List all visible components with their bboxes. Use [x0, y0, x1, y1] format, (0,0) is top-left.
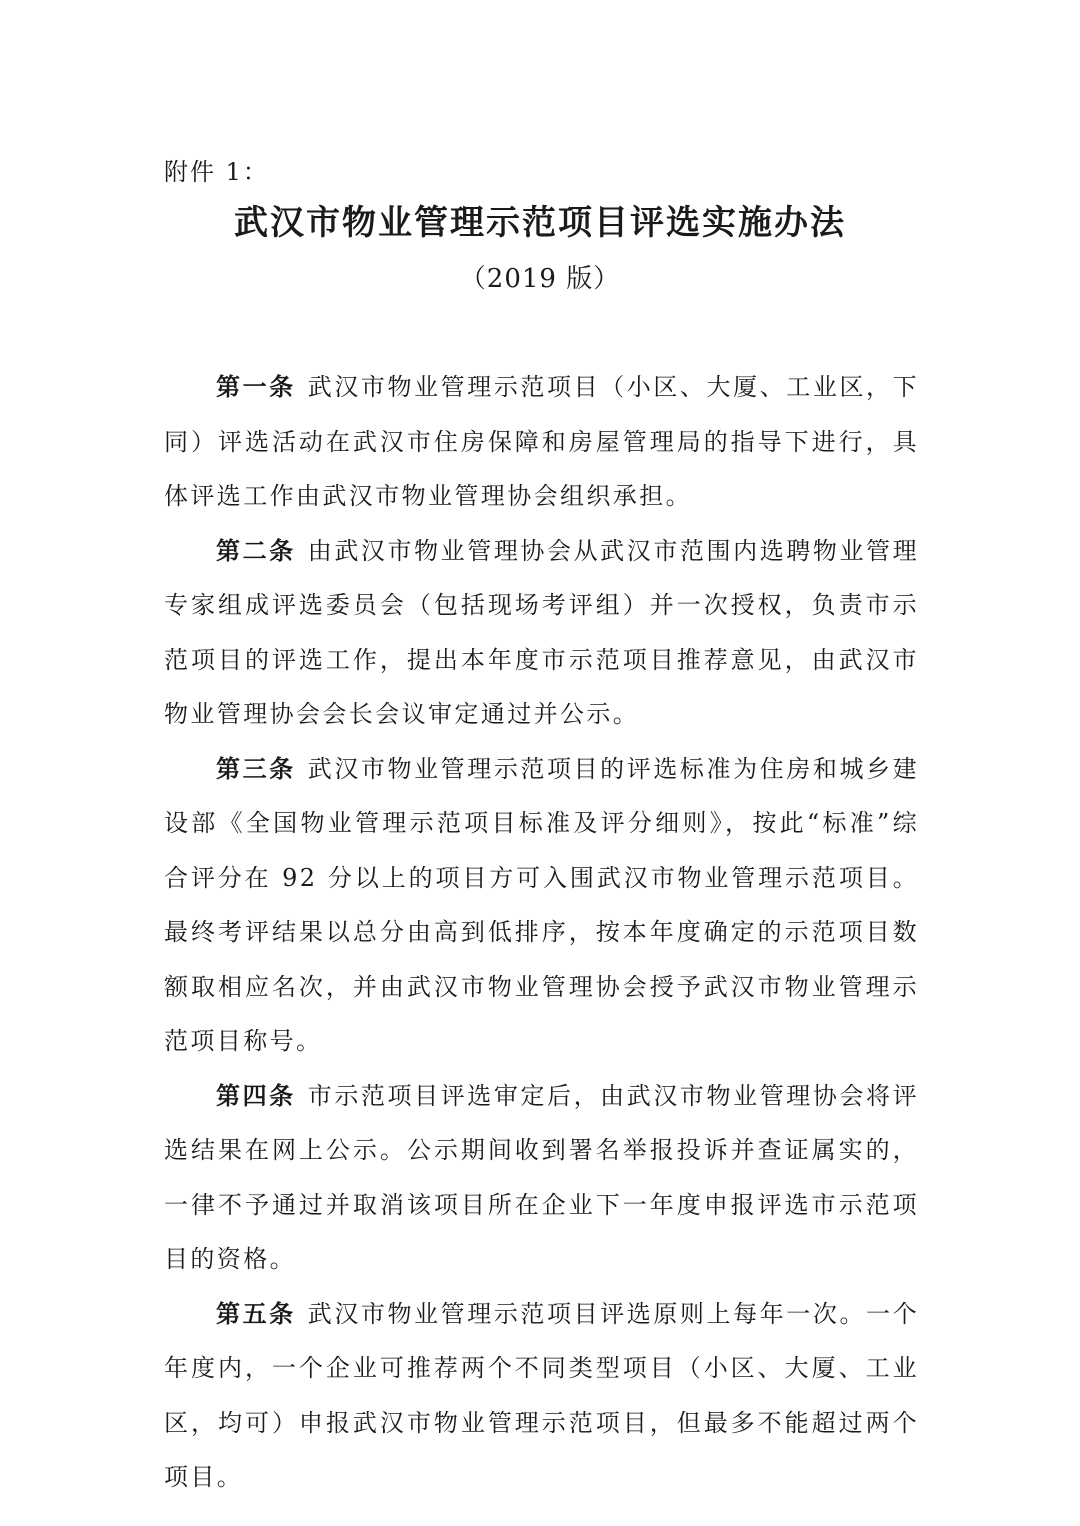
article-5 [164, 1287, 919, 1505]
article-4-text: 市示范项目评选审定后，由武汉市物业管理协会将评选结果在网上公示。公示期间收到署名举报投诉并查证属实的，一律不予通过并取消该项目所在企业下一年度申报评选市示范项目的资格。 [164, 1081, 920, 1273]
attachment-label: 附件 1： [164, 158, 269, 186]
article-5-text: 武汉市物业管理示范项目评选原则上每年一次。一个年度内，一个企业可推荐两个不同类型项目（小区、大厦、工业区，均可）申报武汉市物业管理示范项目，但最多不能超过两个项目。 [164, 1299, 920, 1491]
article-5-number: 第五条 [216, 1298, 296, 1328]
document-subtitle: （2019 版） [459, 264, 621, 294]
article-4 [164, 1069, 919, 1287]
article-3-number: 第三条 [216, 753, 296, 783]
article-2-text: 由武汉市物业管理协会从武汉市范围内选聘物业管理专家组成评选委员会（包括现场考评组）并一次授权，负责市示范项目的评选工作，提出本年度市示范项目推荐意见，由武汉市物业管理协会会长会议审定通过并公示。 [164, 536, 920, 728]
article-4-number: 第四条 [216, 1080, 296, 1110]
article-2 [164, 524, 919, 742]
article-1 [164, 360, 919, 524]
article-1-text: 武汉市物业管理示范项目（小区、大厦、工业区，下同）评选活动在武汉市住房保障和房屋管理局的指导下进行，具体评选工作由武汉市物业管理协会组织承担。 [164, 373, 920, 510]
article-list [164, 360, 919, 1505]
article-3-text: 武汉市物业管理示范项目的评选标准为住房和城乡建设部《全国物业管理示范项目标准及评分细则》，按此“标准”综合评分在 92 分以上的项目方可入围武汉市物业管理示范项目。最终考评结果以总分由高到低排序，按本年度确定的示范项目数额取相应名次，并由武汉市物业管理协会授予武汉市物业管理示范项目称号。 [164, 754, 920, 1055]
article-3 [164, 742, 919, 1069]
document-title: 武汉市物业管理示范项目评选实施办法 [234, 203, 846, 243]
article-1-number: 第一条 [216, 372, 296, 401]
article-2-number: 第二条 [216, 535, 296, 565]
